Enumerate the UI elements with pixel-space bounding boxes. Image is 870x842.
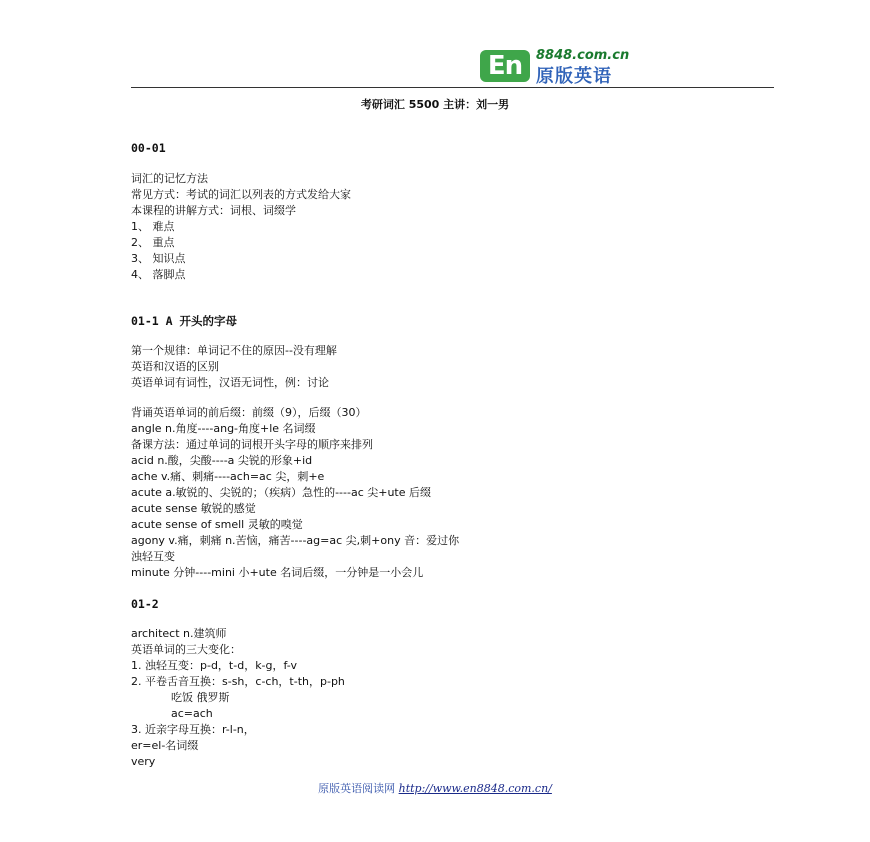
page-footer <box>0 780 870 796</box>
text-line: acute a.敏锐的、尖锐的；（疾病）急性的----ac 尖+ute 后缀 <box>131 486 432 499</box>
text-line: 词汇的记忆方法 <box>131 172 208 185</box>
text-line: 3、 知识点 <box>131 252 186 265</box>
text-line: very <box>131 755 156 768</box>
footer-link[interactable]: http://www.en8848.com.cn/ <box>398 782 552 795</box>
text-line: architect n.建筑师 <box>131 627 227 640</box>
section-heading: 01-2 <box>131 597 159 611</box>
text-line: 本课程的讲解方式：词根、词缀学 <box>131 204 296 217</box>
text-line: acute sense 敏锐的感觉 <box>131 502 256 515</box>
text-line: minute 分钟----mini 小+ute 名词后缀，一分钟是一小会儿 <box>131 566 424 579</box>
text-line: 吃饭 俄罗斯 <box>171 691 230 704</box>
text-line: 英语单词有词性，汉语无词性，例：讨论 <box>131 376 329 389</box>
section-heading: 00-01 <box>131 141 166 155</box>
text-line: 备课方法：通过单词的词根开头字母的顺序来排列 <box>131 438 373 451</box>
logo-url: 8848.com.cn <box>536 48 630 63</box>
text-line: 英语和汉语的区别 <box>131 360 219 373</box>
text-line: er=el-名词缀 <box>131 739 199 752</box>
logo-name: 原版英语 <box>536 66 612 87</box>
text-line: 常见方式：考试的词汇以列表的方式发给大家 <box>131 188 351 201</box>
text-line: 第一个规律：单词记不住的原因--没有理解 <box>131 344 337 357</box>
site-logo <box>480 48 650 87</box>
text-line: 4、 落脚点 <box>131 268 186 281</box>
text-line: 1、 难点 <box>131 220 175 233</box>
text-line: 2. 平卷舌音互换：s-sh，c-ch，t-th，p-ph <box>131 675 345 688</box>
logo-mark: En <box>480 50 530 82</box>
text-line: 浊轻互变 <box>131 550 175 563</box>
text-line: agony v.痛，刺痛 n.苦恼，痛苦----ag=ac 尖,刺+ony 音：爱过你 <box>131 534 460 547</box>
text-line: 英语单词的三大变化： <box>131 643 241 656</box>
text-line: angle n.角度----ang-角度+le 名词缀 <box>131 422 316 435</box>
section-heading: 01-1 A 开头的字母 <box>131 314 237 328</box>
page-title: 考研词汇 5500 主讲：刘一男 <box>360 98 510 111</box>
text-line: 背诵英语单词的前后缀：前缀（9），后缀（30） <box>131 406 367 419</box>
text-line: acute sense of smell 灵敏的嗅觉 <box>131 518 303 531</box>
text-line: ac=ach <box>171 707 213 720</box>
text-line: 2、 重点 <box>131 236 175 249</box>
text-line: 3. 近亲字母互换：r-l-n， <box>131 723 255 736</box>
footer-text: 原版英语阅读网 <box>318 782 399 795</box>
text-line: acid n.酸，尖酸----a 尖锐的形象+id <box>131 454 313 467</box>
text-line: 1. 浊轻互变：p-d，t-d，k-g，f-v <box>131 659 297 672</box>
text-line: ache v.痛、刺痛----ach=ac 尖，刺+e <box>131 470 325 483</box>
header-divider <box>131 87 774 88</box>
